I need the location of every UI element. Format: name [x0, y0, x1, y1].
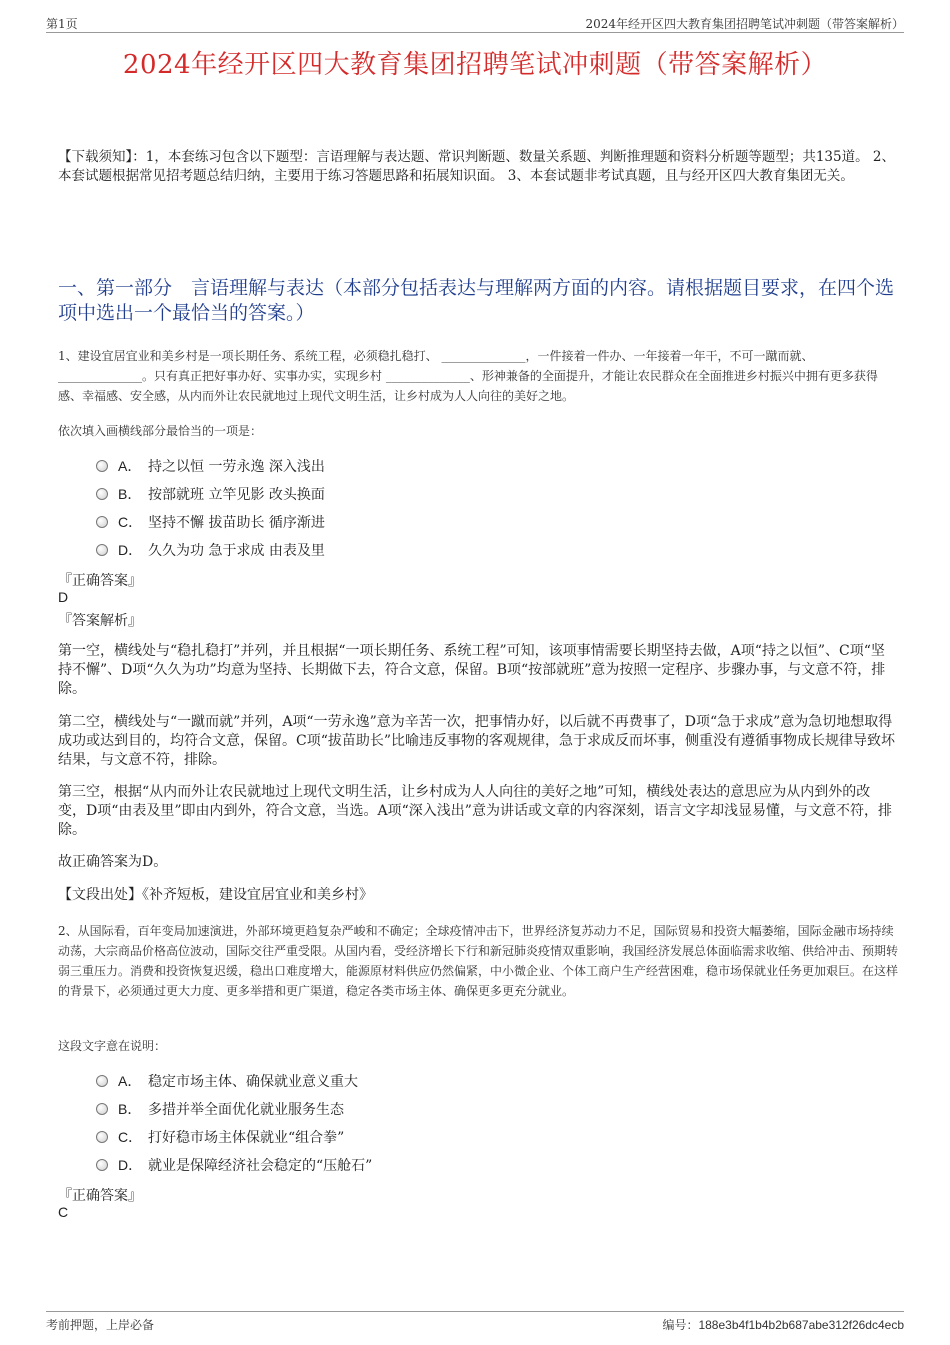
option-text: 久久为功 急于求成 由表及里	[148, 543, 325, 559]
option-text: 打好稳市场主体保就业“组合拳”	[148, 1130, 345, 1146]
option-letter: B．	[118, 1101, 142, 1117]
header-doc-title: 2024年经开区四大教育集团招聘笔试冲刺题（带答案解析）	[585, 17, 904, 31]
document-title: 2024年经开区四大教育集团招聘笔试冲刺题（带答案解析）	[122, 50, 828, 80]
option-letter: B．	[118, 486, 142, 502]
option-text: 持之以恒 一劳永逸 深入浅出	[148, 459, 325, 475]
analysis-paragraph-2: 第二空，横线处与“一蹴而就”并列，A项“一劳永逸”意为辛苦一次，把事情办好，以后就不再费事了，D项“急于求成”意为急切地想取得成功或达到目的，均符合文意，保留。C项“拔苗助长”比喻违反事物的客观规律，急于求成反而坏事，侧重没有遵循事物成长规律导致坏结果，与文意不符，排除。	[58, 714, 896, 768]
radio-icon[interactable]	[96, 1159, 108, 1171]
option-text: 稳定市场主体、确保就业意义重大	[148, 1074, 358, 1090]
question-1-answer: D	[58, 589, 69, 605]
analysis-paragraph-1: 第一空，横线处与“稳扎稳打”并列，并且根据“一项长期任务、系统工程”可知，该项事情需要长期坚持去做，A项“持之以恒”、C项“坚持不懈”、D项“久久为功”均意为坚持、长期做下去，符合文意，保留。B项“按部就班”意为按照一定程序、步骤办事，与文意不符，排除。	[58, 643, 886, 697]
option-letter: A．	[118, 1073, 142, 1089]
option-text: 坚持不懈 拔苗助长 循序渐进	[148, 515, 325, 531]
footer-code-label: 编号：	[662, 1318, 699, 1332]
question-2-options	[96, 1067, 372, 1179]
footer-slogan: 考前押题，上岸必备	[46, 1318, 155, 1332]
option-letter: D．	[118, 1157, 143, 1173]
question-1-option-d[interactable]	[96, 536, 325, 564]
question-1-analysis-label: 『答案解析』	[58, 613, 142, 629]
question-2-option-b[interactable]	[96, 1095, 372, 1123]
download-notice: 【下载须知】：1，本套练习包含以下题型：言语理解与表达题、常识判断题、数量关系题、判断推理题和资料分析题等题型；共135道。 2、本套试题根据常见招考题总结归纳，主要用于练习答题思路和拓展知识面。 3、本套试题非考试真题，且与经开区四大教育集团无关。	[58, 149, 895, 184]
question-2	[58, 921, 898, 1001]
question-1-answer-label: 『正确答案』	[58, 573, 142, 589]
option-letter: C．	[118, 1129, 143, 1145]
option-letter: C．	[118, 514, 143, 530]
option-text: 多措并举全面优化就业服务生态	[148, 1102, 344, 1118]
question-1-option-b[interactable]	[96, 480, 325, 508]
question-2-answer-label: 『正确答案』	[58, 1188, 142, 1204]
footer-code-block	[662, 1316, 904, 1333]
option-letter: D．	[118, 542, 143, 558]
section-heading: 一、第一部分 言语理解与表达（本部分包括表达与理解两方面的内容。请根据题目要求，在四个选项中选出一个最恰当的答案。）	[58, 277, 895, 324]
radio-icon[interactable]	[96, 1131, 108, 1143]
question-2-prompt: 这段文字意在说明：	[58, 1039, 167, 1053]
question-1-option-c[interactable]	[96, 508, 325, 536]
option-text: 就业是保障经济社会稳定的“压舱石”	[148, 1158, 373, 1174]
option-letter: A．	[118, 458, 142, 474]
analysis-conclusion: 故正确答案为D。	[58, 854, 168, 870]
radio-icon[interactable]	[96, 544, 108, 556]
option-text: 按部就班 立竿见影 改头换面	[148, 487, 325, 503]
question-1-text: 1、建设宜居宜业和美乡村是一项长期任务、系统工程，必须稳扎稳打、 ______________，一件接着一件办、一年接着一年干，不可一蹴而就、 ______________。只有真正把好事办好、实事办实，实现乡村 ______________、形神兼备的全面提升，才能让农民群众在全面推进乡村振兴中拥有更多获得感、幸福感、安全感，从内而外让农民就地过上现代文明生活，让乡村成为人人向往的美好之地。	[58, 349, 878, 403]
radio-icon[interactable]	[96, 460, 108, 472]
question-2-option-d[interactable]	[96, 1151, 372, 1179]
question-1-prompt-block	[58, 422, 898, 439]
question-1-prompt: 依次填入画横线部分最恰当的一项是：	[58, 424, 263, 438]
page-footer	[46, 1311, 904, 1334]
question-1-option-a[interactable]	[96, 452, 325, 480]
question-1	[58, 346, 898, 406]
radio-icon[interactable]	[96, 1075, 108, 1087]
question-1-options	[96, 452, 325, 564]
question-2-answer: C	[58, 1204, 69, 1220]
radio-icon[interactable]	[96, 516, 108, 528]
question-1-source: 【文段出处】《补齐短板，建设宜居宜业和美乡村》	[58, 887, 373, 903]
analysis-paragraph-3: 第三空，根据“从内而外让农民就地过上现代文明生活，让乡村成为人人向往的美好之地”可知，横线处表达的意思应为从内到外的改变，D项“由表及里”即由内到外，符合文意，当选。A项“深入浅出”意为讲话或文章的内容深刻，语言文字却浅显易懂，与文意不符，排除。	[58, 784, 892, 838]
radio-icon[interactable]	[96, 1103, 108, 1115]
question-2-text: 2、从国际看，百年变局加速演进，外部环境更趋复杂严峻和不确定；全球疫情冲击下，世界经济复苏动力不足，国际贸易和投资大幅萎缩，国际金融市场持续动荡，大宗商品价格高位波动，国际交往严重受限。从国内看，受经济增长下行和新冠肺炎疫情双重影响，我国经济发展总体面临需求收缩、供给冲击、预期转弱三重压力。消费和投资恢复迟缓，稳出口难度增大，能源原材料供应仍然偏紧，中小微企业、个体工商户生产经营困难，稳市场保就业任务更加艰巨。在这样的背景下，必须通过更大力度、更多举措和更广渠道，稳定各类市场主体、确保更多更充分就业。	[58, 924, 899, 998]
question-2-option-a[interactable]	[96, 1067, 372, 1095]
page-header	[46, 14, 904, 33]
footer-code: 188e3b4f1b4b2b687abe312f26dc4ecb	[698, 1318, 904, 1332]
page-number: 第1页	[46, 17, 78, 31]
radio-icon[interactable]	[96, 488, 108, 500]
question-2-option-c[interactable]	[96, 1123, 372, 1151]
question-2-prompt-block	[58, 1037, 898, 1054]
